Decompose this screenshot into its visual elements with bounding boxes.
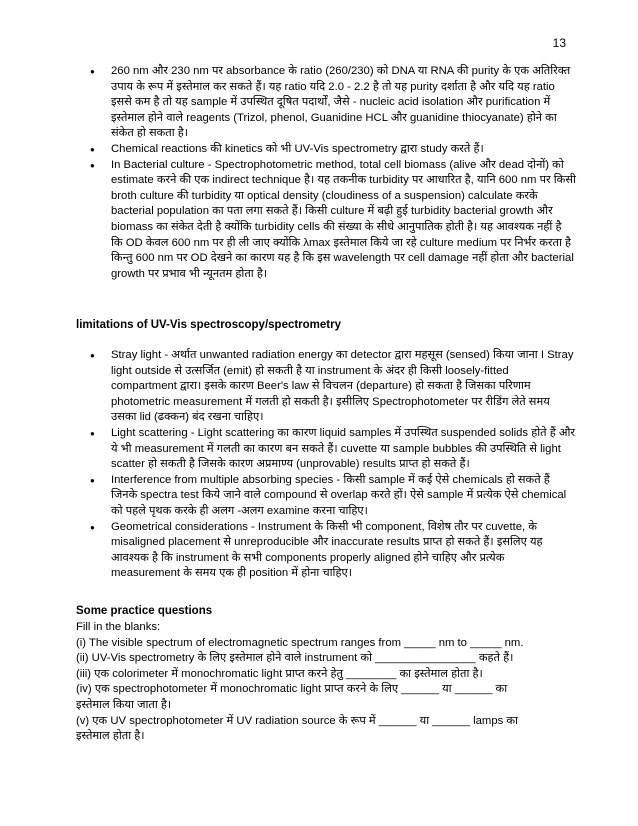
bullet-interference: ● Interference from multiple absorbing species - किसी sample में कई ऐसे chemicals हो सकते हैं जिनके spectra test किये जाने वाले compound से overlap करते हों। ऐसे sample में प्रत्येक ऐसे chemical को पहले पृथक करके ही अलग -अलग examine करना चाहिए। <box>76 473 576 520</box>
practice-questions <box>76 620 576 745</box>
intro-bullet-list <box>76 64 576 282</box>
bullet-bacterial-culture: ● In Bacterial culture - Spectrophotometric method, total cell biomass (alive और dead दोनों) को estimate करने की एक indirect technique है। यह तकनीक turbidity पर आधारित है, यानि 600 nm पर किसी broth culture की turbidity या optical density (cloudiness of a suspension) calculate करके bacterial population का पता लगा सकते हैं। किसी culture में बढ़ी हुई turbidity bacterial growth और biomass का संकेत देती है क्योंकि turbidity cells की संख्या के सीधे आनुपातिक होती है। यह आवश्यक नहीं है कि OD केवल 600 nm पर ही ली जाए क्योंकि λmax इस्तेमाल किये जा रहे culture medium पर निर्भर करता है किन्तु 600 nm पर OD देखने का कारण यह है कि इस wavelength पर cell damage नहीं होता और bacterial growth पर प्रभाव भी न्यूनतम होता है। <box>76 158 576 283</box>
bullet-dna-purity: ● 260 nm और 230 nm पर absorbance के ratio (260/230) को DNA या RNA की purity के एक अतिरिक्त उपाय के रूप में इस्तेमाल कर सकते हैं। यह ratio यदि 2.0 - 2.2 है तो यह purity दर्शाता है और यदि यह ratio इससे कम है तो यह sample में उपस्थित दूषित पदार्थों, जैसे - nucleic acid isolation और purification में इस्तेमाल होने वाले reagents (Trizol, phenol, Guanidine HCL और guanidine thiocyanate) होने का संकेत हो सकता है। <box>76 64 576 142</box>
question-line: इस्तेमाल होता है। <box>76 730 145 743</box>
question-line: (iv) एक spectrophotometer में monochromatic light प्राप्त करने के लिए ______ या ______ का <box>76 683 508 696</box>
question-line: (ii) UV-Vis spectrometry के लिए इस्तेमाल होने वाले instrument को ________________ कहते हैं। <box>76 652 514 665</box>
bullet-light-scattering: ● Light scattering - Light scattering का कारण liquid samples में उपस्थित suspended solids होते हैं और ये भी measurement में गलती का कारण बन सकते हैं। cuvette या sample bubbles की उपस्थिति से light scatter हो सकती है जिसके कारण अप्रमाण्य (unprovable) results प्राप्त हो सकते हैं। <box>76 426 576 473</box>
question-line: (iii) एक colorimeter में monochromatic light प्राप्त करने हेतु ________ का इस्तेमाल होता है। <box>76 667 483 680</box>
bullet-geometrical: ● Geometrical considerations - Instrument के किसी भी component, विशेष तौर पर cuvette, के misaligned placement से unreproducible और inaccurate results प्राप्त हो सकते हैं। इसलिए यह आवश्यक है कि instrument के सभी components properly aligned होने चाहिए और प्रत्येक measurement के समय एक ही position में होना चाहिए। <box>76 520 576 582</box>
bullet-kinetics: ● Chemical reactions की kinetics को भी UV-Vis spectrometry द्वारा study करते हैं। <box>76 142 576 158</box>
question-line: (v) एक UV spectrophotometer में UV radiation source के रूप में ______ या ______ lamps का <box>76 714 518 727</box>
question-line: इस्तेमाल किया जाता है। <box>76 698 172 711</box>
question-line: (i) The visible spectrum of electromagnetic spectrum ranges from _____ nm to _____ nm. <box>76 636 524 649</box>
bullet-stray-light: ● Stray light - अर्थात unwanted radiation energy का detector द्वारा महसूस (sensed) किया जाना I Stray light outside से उत्सर्जित (emit) हो सकती है या instrument के अंदर ही किसी loosely-fitted compartment द्वारा। इसके कारण Beer's law से विचलन (departure) हो सकता है जिसका परिणाम photometric measurement में गलती हो सकती है। इसीलिए Spectrophotometer पर रीडिंग लेते समय उसका lid (ढक्कन) बंद रखना चाहिए। <box>76 348 576 426</box>
practice-heading: Some practice questions <box>76 605 213 617</box>
practice-instruction: Fill in the blanks: <box>76 621 161 633</box>
limitations-heading: limitations of UV-Vis spectroscopy/spectrometry <box>76 319 342 331</box>
limitations-bullet-list <box>76 348 576 582</box>
page-number: 13 <box>552 36 566 50</box>
